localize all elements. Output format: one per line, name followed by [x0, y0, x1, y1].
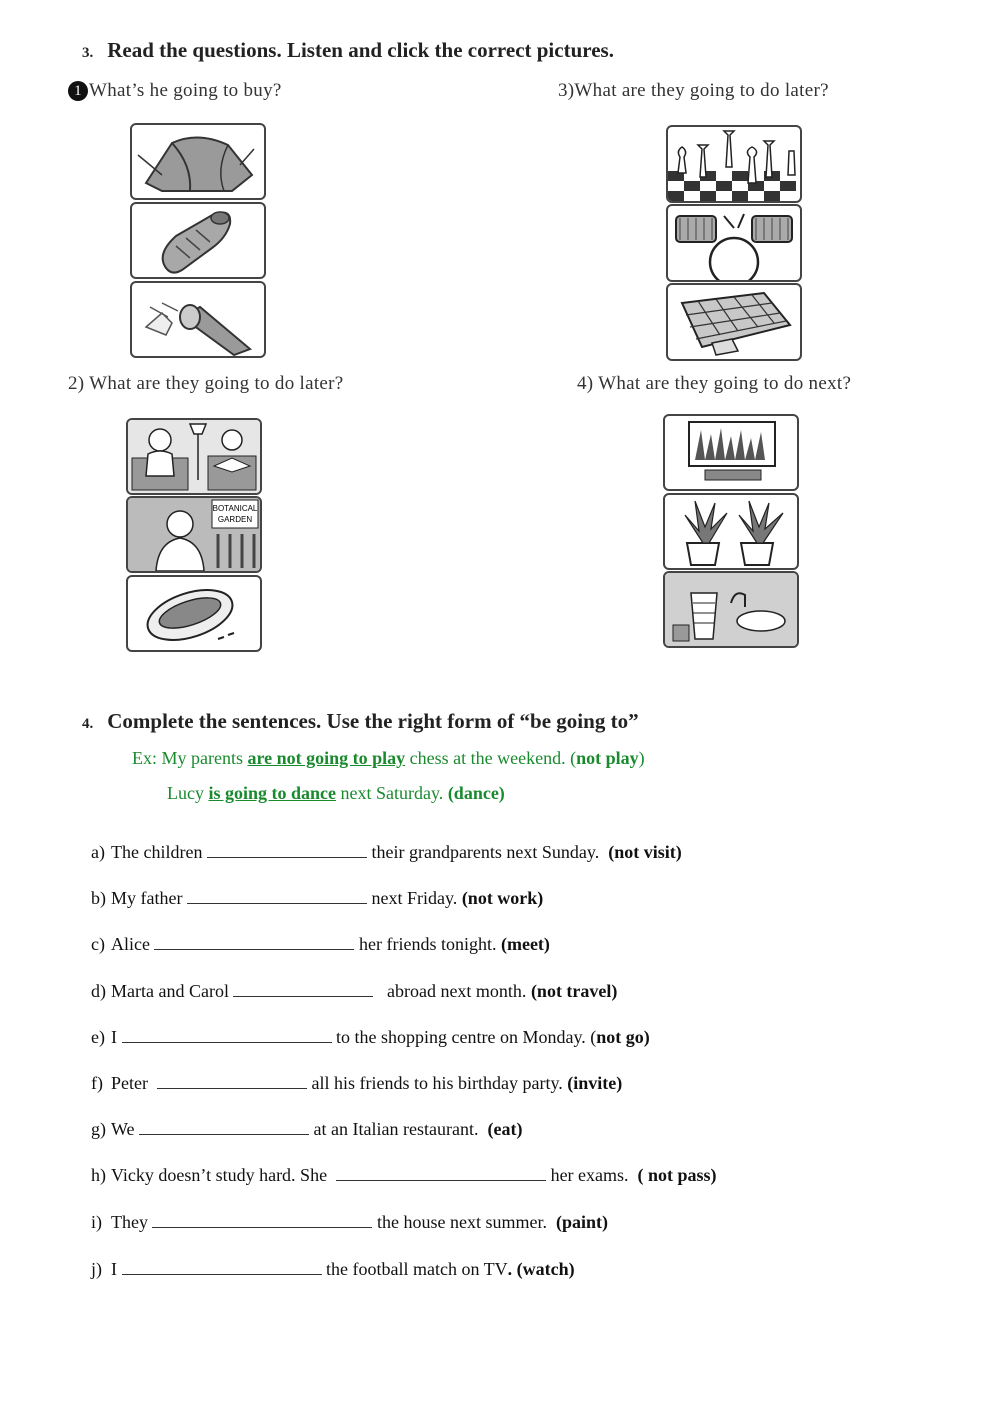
- example-text: chess at the weekend. (: [405, 748, 577, 768]
- item-label: j): [91, 1259, 102, 1279]
- stadium-picture[interactable]: [126, 575, 262, 652]
- item-text-before: Marta and Carol: [111, 981, 229, 1001]
- drums-picture[interactable]: [666, 204, 802, 282]
- answer-blank[interactable]: [152, 1211, 372, 1228]
- answer-blank[interactable]: [122, 1258, 322, 1275]
- example-answer: is going to dance: [208, 783, 336, 803]
- item-label: h): [91, 1165, 106, 1185]
- exercise-item-d: [91, 980, 617, 1002]
- puzzle-icon: [668, 285, 800, 359]
- item-text-before: Vicky doesn’t study hard. She: [111, 1165, 328, 1185]
- people-reading-icon: [128, 420, 260, 493]
- question-text: What’s he going to buy?: [89, 80, 282, 101]
- question-4: [577, 373, 851, 395]
- tent-picture[interactable]: [130, 123, 266, 200]
- question-text: 3)What are they going to do later?: [558, 80, 829, 101]
- item-text-after: at an Italian restaurant.: [313, 1119, 479, 1139]
- example-text: ): [638, 748, 645, 768]
- jigsaw-puzzle-picture[interactable]: [666, 283, 802, 361]
- item-text-after: the house next summer.: [376, 1212, 547, 1232]
- section-title: Read the questions. Listen and click the correct pictures.: [107, 38, 614, 62]
- section-number: 4.: [82, 716, 94, 732]
- item-text-after: the football match on TV: [326, 1259, 508, 1279]
- section-3-heading: [82, 38, 614, 63]
- exercise-item-i: [91, 1211, 608, 1233]
- item-text-before: We: [111, 1119, 135, 1139]
- example-hint: (dance): [447, 783, 505, 803]
- item-label: e): [91, 1027, 105, 1047]
- exercise-item-f: [91, 1072, 622, 1094]
- example-text: next Saturday.: [336, 783, 448, 803]
- question-3: [558, 80, 829, 102]
- answer-blank[interactable]: [207, 841, 367, 858]
- item-text-before: Peter: [111, 1073, 148, 1093]
- wash-dishes-picture[interactable]: [663, 571, 799, 648]
- chess-icon: [668, 127, 800, 201]
- sleeping-bag-icon: [132, 204, 264, 277]
- answer-blank[interactable]: [336, 1164, 546, 1181]
- item-text-after: her exams.: [550, 1165, 629, 1185]
- flashlight-picture[interactable]: [130, 281, 266, 358]
- tent-icon: [132, 125, 264, 198]
- item-text-before: My father: [111, 888, 183, 908]
- item-text-before: They: [111, 1212, 148, 1232]
- item-text-after: abroad next month.: [386, 981, 527, 1001]
- exercise-item-b: [91, 887, 543, 909]
- item-label: g): [91, 1119, 106, 1139]
- stadium-icon: [128, 577, 260, 650]
- question-2: [68, 373, 344, 395]
- answer-blank[interactable]: [139, 1118, 309, 1135]
- item-text-after: to the shopping centre on Monday. (: [336, 1027, 597, 1047]
- flashlight-icon: [132, 283, 264, 356]
- item-text-before: Alice: [111, 934, 150, 954]
- exercise-item-e: [91, 1026, 650, 1048]
- item-label: i): [91, 1212, 102, 1232]
- item-label: f): [91, 1073, 103, 1093]
- question-number-badge: 1: [68, 81, 88, 101]
- item-text-before: I: [111, 1259, 117, 1279]
- example-text: Lucy: [167, 783, 209, 803]
- question-text: 4) What are they going to do next?: [577, 373, 852, 394]
- section-title: Complete the sentences. Use the right form of “be going to”: [107, 709, 639, 733]
- exercise-item-a: [91, 841, 682, 863]
- example-1: [132, 748, 645, 769]
- example-answer: are not going to play: [247, 748, 406, 768]
- reading-at-home-picture[interactable]: [126, 418, 262, 495]
- verb-hint: not go): [596, 1027, 650, 1047]
- section-number: 3.: [82, 45, 94, 61]
- sleeping-bag-picture[interactable]: [130, 202, 266, 279]
- item-text-after: all his friends to his birthday party.: [311, 1073, 563, 1093]
- watch-tv-picture[interactable]: [663, 414, 799, 491]
- verb-hint: ( not pass): [637, 1165, 717, 1185]
- verb-hint: (not travel): [530, 981, 618, 1001]
- answer-blank[interactable]: [233, 980, 373, 997]
- item-label: b): [91, 888, 106, 908]
- item-text-before: The children: [111, 842, 203, 862]
- answer-blank[interactable]: [157, 1072, 307, 1089]
- verb-hint: . (watch): [507, 1259, 575, 1279]
- item-text-after: next Friday.: [371, 888, 458, 908]
- drums-icon: [668, 206, 800, 280]
- item-text-before: I: [111, 1027, 117, 1047]
- exercise-item-c: [91, 933, 550, 955]
- water-plants-picture[interactable]: [663, 493, 799, 570]
- verb-hint: (not work): [461, 888, 544, 908]
- example-2: [167, 783, 505, 804]
- item-text-after: her friends tonight.: [358, 934, 497, 954]
- exercise-item-h: [91, 1164, 717, 1186]
- item-text-after: their grandparents next Sunday.: [371, 842, 600, 862]
- botanical-garden-icon: [128, 498, 260, 571]
- answer-blank[interactable]: [187, 887, 367, 904]
- verb-hint: (meet): [500, 934, 550, 954]
- answer-blank[interactable]: [154, 933, 354, 950]
- exercise-item-g: [91, 1118, 522, 1140]
- section-4-heading: [82, 709, 639, 734]
- verb-hint: (not visit): [608, 842, 682, 862]
- dishes-icon: [665, 573, 797, 646]
- item-label: d): [91, 981, 106, 1001]
- verb-hint: (paint): [555, 1212, 608, 1232]
- item-label: c): [91, 934, 105, 954]
- sign-text-line-1: BOTANICAL: [212, 504, 258, 513]
- verb-hint: (eat): [487, 1119, 523, 1139]
- example-hint: not play: [576, 748, 639, 768]
- example-text: Ex: My parents: [132, 748, 248, 768]
- question-text: 2) What are they going to do later?: [68, 373, 344, 394]
- chess-picture[interactable]: [666, 125, 802, 203]
- television-icon: [665, 416, 797, 489]
- item-label: a): [91, 842, 105, 862]
- verb-hint: (invite): [567, 1073, 623, 1093]
- exercise-item-j: [91, 1258, 575, 1280]
- botanical-garden-picture[interactable]: [126, 496, 262, 573]
- question-1: [68, 80, 282, 102]
- plants-icon: [665, 495, 797, 568]
- answer-blank[interactable]: [122, 1026, 332, 1043]
- sign-text-line-2: GARDEN: [217, 515, 253, 524]
